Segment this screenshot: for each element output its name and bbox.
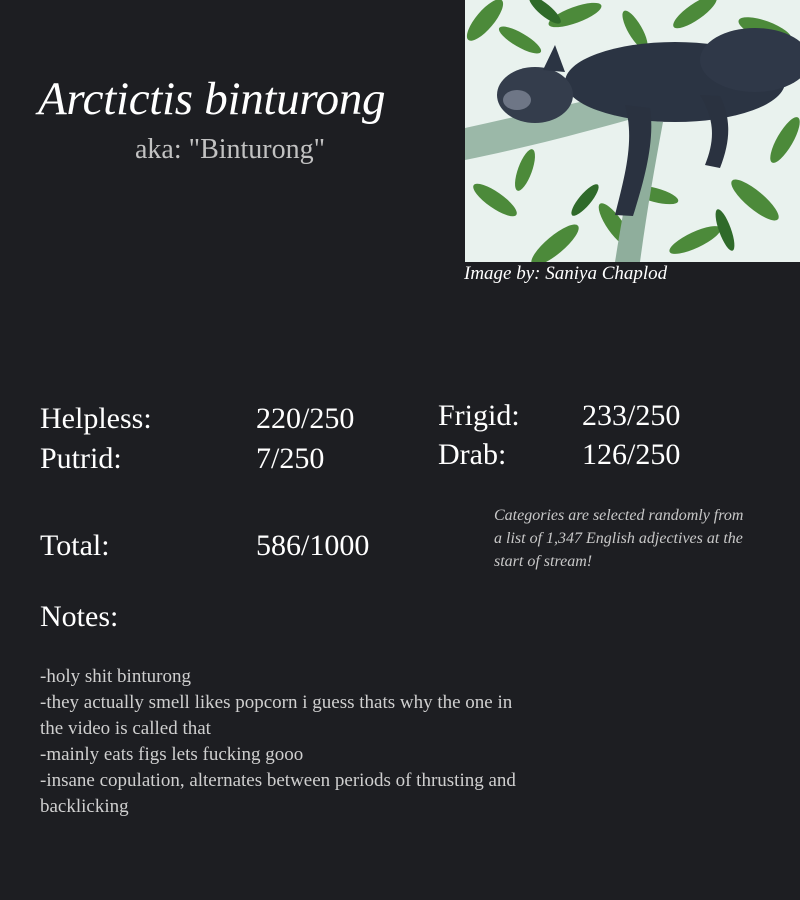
notes-heading: Notes: [40,600,119,633]
category-disclaimer: Categories are selected randomly from a list of 1,347 English adjectives at the start of stream! [494,507,744,570]
species-name: Arctictis binturong [38,73,386,125]
stat-label-helpless: Helpless: [40,402,152,435]
stat-value-helpless: 220/250 [256,402,355,435]
stat-value-drab: 126/250 [582,438,681,471]
image-credit: Image by: Saniya Chaplod [464,263,668,284]
total-value: 586/1000 [256,529,370,562]
stat-label-frigid: Frigid: [438,399,520,432]
stat-label-drab: Drab: [438,438,507,471]
common-name: aka: "Binturong" [135,134,326,165]
stat-value-putrid: 7/250 [256,442,325,475]
notes-list [40,664,520,820]
stat-value-frigid: 233/250 [582,399,681,432]
note-item: -mainly eats figs lets fucking gooo [40,744,304,765]
note-item: -holy shit binturong [40,666,191,687]
binturong-photo [465,0,800,262]
note-item: -they actually smell likes popcorn i guess thats why the one in the video is called that [40,692,513,739]
note-item: -insane copulation, alternates between periods of thrusting and backlicking [40,770,516,817]
stat-label-putrid: Putrid: [40,442,122,475]
total-label: Total: [40,529,110,562]
